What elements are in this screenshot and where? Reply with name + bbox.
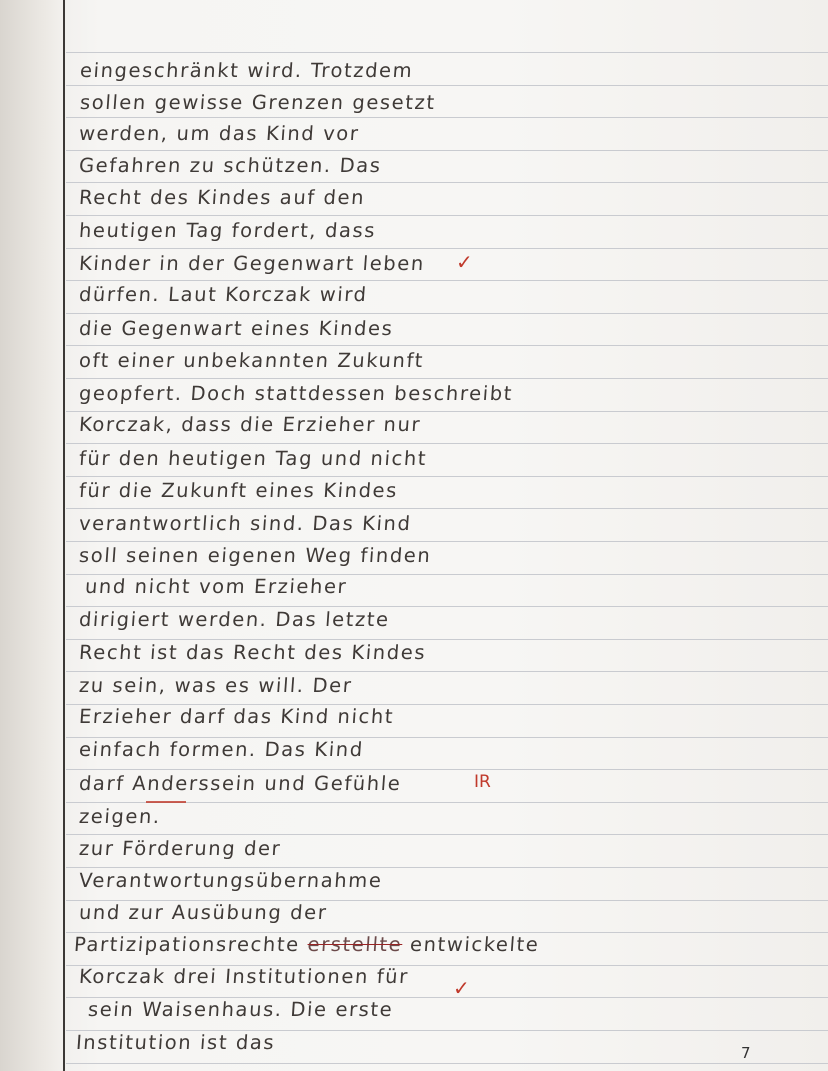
ruled-line bbox=[66, 443, 828, 444]
ruled-line bbox=[66, 280, 828, 281]
check-mark-icon: ✓ bbox=[456, 250, 473, 274]
text-line: Gefahren zu schützen. Das bbox=[78, 154, 383, 177]
text-line: oft einer unbekannten Zukunft bbox=[78, 349, 425, 372]
text-line: und zur Ausübung der bbox=[78, 901, 329, 924]
text-line: heutigen Tag fordert, dass bbox=[78, 219, 377, 242]
ruled-line bbox=[66, 411, 828, 412]
text-line bbox=[73, 934, 540, 956]
text-line: werden, um das Kind vor bbox=[78, 122, 361, 145]
text-line: Korczak drei Institutionen für bbox=[78, 965, 410, 988]
text-line: geopfert. Doch stattdessen beschreibt bbox=[78, 382, 514, 405]
text-line: verantwortlich sind. Das Kind bbox=[78, 512, 413, 535]
ruled-line bbox=[66, 476, 828, 477]
text-line: sollen gewisse Grenzen gesetzt bbox=[79, 91, 437, 114]
text-line: für den heutigen Tag und nicht bbox=[78, 447, 428, 470]
ruled-line bbox=[66, 345, 828, 346]
text-line: soll seinen eigenen Weg finden bbox=[78, 544, 433, 567]
ruled-line bbox=[66, 248, 828, 249]
text-line: dürfen. Laut Korczak wird bbox=[78, 283, 369, 306]
text-line: Kinder in der Gegenwart leben bbox=[78, 252, 426, 275]
page-margin-line bbox=[63, 0, 65, 1071]
ruled-line bbox=[66, 182, 828, 183]
text-line: Korczak, dass die Erzieher nur bbox=[78, 413, 422, 436]
text-segment: Partizipationsrechte bbox=[73, 933, 301, 956]
text-line: und nicht vom Erzieher bbox=[84, 575, 349, 598]
ruled-line bbox=[66, 378, 828, 379]
text-line: Recht des Kindes auf den bbox=[78, 186, 366, 209]
teacher-note-ir: IR bbox=[474, 772, 491, 792]
ruled-line bbox=[66, 606, 828, 607]
text-line: die Gegenwart eines Kindes bbox=[78, 317, 395, 340]
text-line: zu sein, was es will. Der bbox=[78, 674, 354, 697]
ruled-line bbox=[66, 313, 828, 314]
text-line: einfach formen. Das Kind bbox=[78, 738, 365, 761]
ruled-line bbox=[66, 117, 828, 118]
text-line: Verantwortungsübernahme bbox=[78, 869, 384, 892]
text-line: Institution ist das bbox=[75, 1031, 277, 1054]
page-number: 7 bbox=[741, 1044, 751, 1062]
text-line: darf Anderssein und Gefühle bbox=[78, 772, 403, 795]
ruled-line bbox=[66, 52, 828, 53]
spiral-binding bbox=[0, 0, 64, 1071]
ruled-line bbox=[66, 867, 828, 868]
text-line: dirigiert werden. Das letzte bbox=[78, 608, 391, 631]
ruled-line bbox=[66, 1063, 828, 1064]
ruled-line bbox=[66, 508, 828, 509]
ruled-line bbox=[66, 834, 828, 835]
ruled-line bbox=[66, 85, 828, 86]
ruled-line bbox=[66, 150, 828, 151]
text-line: zeigen. bbox=[78, 805, 162, 828]
text-line: Recht ist das Recht des Kindes bbox=[78, 641, 427, 664]
check-mark-icon: ✓ bbox=[453, 976, 470, 1000]
text-line: für die Zukunft eines Kindes bbox=[78, 479, 399, 502]
ruled-line bbox=[66, 769, 828, 770]
text-segment: entwickelte bbox=[409, 933, 541, 956]
red-underline bbox=[146, 801, 186, 803]
text-line: Erzieher darf das Kind nicht bbox=[78, 705, 395, 728]
text-line: eingeschränkt wird. Trotzdem bbox=[79, 59, 415, 82]
ruled-line bbox=[66, 671, 828, 672]
ruled-line bbox=[66, 215, 828, 216]
text-line: sein Waisenhaus. Die erste bbox=[87, 998, 395, 1021]
struck-word: erstellte bbox=[306, 933, 404, 956]
text-line: zur Förderung der bbox=[78, 837, 283, 860]
ruled-line bbox=[66, 541, 828, 542]
ruled-line bbox=[66, 639, 828, 640]
